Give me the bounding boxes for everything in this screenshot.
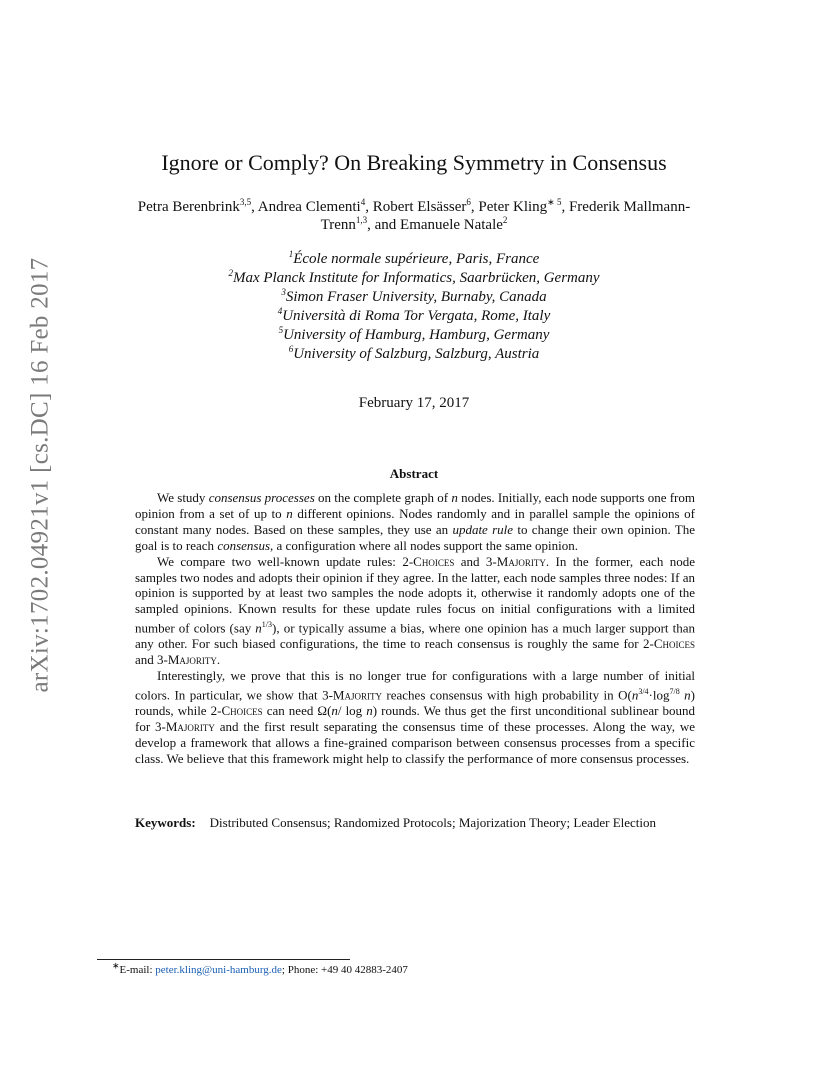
author-name: Andrea Clementi xyxy=(257,199,361,215)
paper-title: Ignore or Comply? On Breaking Symmetry in Consensus xyxy=(161,150,667,175)
publication-date: February 17, 2017 xyxy=(358,395,470,411)
math-exponent: 1/3 xyxy=(261,620,273,630)
author-list xyxy=(120,198,708,234)
email-link[interactable]: peter.kling@uni-hamburg.de xyxy=(155,964,282,976)
footnote-prefix: E-mail: xyxy=(119,964,156,976)
abstract-heading: Abstract xyxy=(389,466,439,481)
text-run: nodes. Initially, each node supports one from opinion from a set of up to xyxy=(135,490,695,521)
math-variable: n xyxy=(255,620,262,636)
affiliation-text: Simon Fraser University, Burnaby, Canada xyxy=(285,289,547,305)
author-affiliation-marker: 4 xyxy=(360,197,366,207)
affiliation xyxy=(0,288,828,307)
keywords-text: Distributed Consensus; Randomized Protocols; Majorization Theory; Leader Election xyxy=(209,815,657,830)
author-separator: , xyxy=(470,199,479,215)
author-affiliation-marker: ∗ 5 xyxy=(547,197,562,207)
footnote xyxy=(112,960,712,976)
author-name: Robert Elsässer xyxy=(372,199,467,215)
text-run: Interestingly, we prove that this is no longer true for configurations with a large number of initial colors. In particular, we show that 3- xyxy=(135,668,695,703)
text-run: ) rounds, while 2- xyxy=(135,687,696,719)
footnote-divider xyxy=(97,959,350,960)
affiliation xyxy=(0,269,828,288)
math-variable: n xyxy=(286,505,293,521)
abstract-paragraph-2 xyxy=(135,554,695,669)
text-run: , a configuration where all nodes support the same opinion. xyxy=(270,537,578,553)
affiliation-text: University of Salzburg, Salzburg, Austria xyxy=(293,346,540,362)
author-separator: , xyxy=(251,199,258,215)
affiliation-text: University of Hamburg, Hamburg, Germany xyxy=(283,327,550,343)
emphasis-term: consensus processes xyxy=(208,490,315,505)
author-name: Petra Berenbrink xyxy=(137,199,240,215)
text-run: to change their own opinion. The goal is to reach xyxy=(135,521,695,553)
text-run: We study xyxy=(157,490,209,505)
math-exponent: 3/4 xyxy=(638,687,649,697)
math-exponent: 7/8 xyxy=(669,687,680,697)
affiliation xyxy=(0,307,828,326)
author-separator: , xyxy=(365,199,373,215)
text-run: on the complete graph of xyxy=(314,490,452,505)
abstract-paragraph-1 xyxy=(135,490,695,554)
affiliation-text: École normale supérieure, Paris, France xyxy=(293,251,540,267)
keywords-label: Keywords: xyxy=(135,815,196,830)
text-run: We compare two well-known update rules: 2- xyxy=(157,553,414,569)
math-function: ·log xyxy=(648,687,670,703)
math-variable: n xyxy=(631,687,639,703)
text-run: . xyxy=(216,652,221,668)
author-name: Emanuele Natale xyxy=(400,217,503,233)
rule-name: Majority xyxy=(167,652,217,668)
emphasis-term: update rule xyxy=(452,521,514,537)
rule-name: Majority xyxy=(165,719,215,735)
math-variable: n xyxy=(451,490,458,505)
author-separator: , and xyxy=(367,217,401,233)
author-separator: , xyxy=(561,199,569,215)
author-affiliation-marker: 2 xyxy=(502,215,508,225)
affiliation-number: 5 xyxy=(278,325,284,335)
abstract-body xyxy=(135,490,695,767)
text-run: and 3- xyxy=(135,652,168,668)
footnote-phone: ; Phone: +49 40 42883-2407 xyxy=(281,964,408,976)
affiliation-text: Università di Roma Tor Vergata, Rome, Italy xyxy=(282,308,551,324)
affiliation-text: Max Planck Institute for Informatics, Saarbrücken, Germany xyxy=(232,270,600,286)
author-affiliation-marker: 6 xyxy=(466,197,471,207)
text-run: different opinions. Nodes randomly and in parallel sample the opinions of constant many nodes. Based on these samples, they use an xyxy=(135,505,695,537)
text-run: can need Ω( xyxy=(262,703,332,719)
rule-name: Choices xyxy=(413,553,455,569)
affiliation xyxy=(0,250,828,269)
author-name: Frederik Mallmann-Trenn xyxy=(320,199,691,233)
keywords-block xyxy=(135,815,695,831)
affiliation xyxy=(0,345,828,364)
affiliation-number: 3 xyxy=(281,287,286,297)
text-run: reaches consensus with high probability in O( xyxy=(381,687,632,703)
math-variable: n xyxy=(366,703,373,719)
text-run: ) rounds. We thus get the first unconditional sublinear bound for 3- xyxy=(135,703,695,735)
author-name: Peter Kling xyxy=(478,199,548,215)
math-variable: n xyxy=(331,703,338,719)
emphasis-term: consensus xyxy=(217,537,271,553)
affiliation-number: 4 xyxy=(277,306,283,316)
abstract-paragraph-3 xyxy=(135,668,695,767)
text-run: and the first result separating the consensus time of these processes. Along the way, we develop a framework that allows a fine-grained comparison between consensus processes from a specific class. We believe that this framework might help to classify the performance of more consensus processes. xyxy=(135,719,695,767)
affiliation-number: 6 xyxy=(288,344,294,354)
affiliation xyxy=(0,326,828,345)
text-run: . In the former, each node samples two nodes and adopts their opinion if they agree. In the latter, each node samples three nodes: If an opinion is supported by at least two samples the node adopts it, otherwise it randomly adopts one of the sampled opinions. Known results for these update rules focus on initial configurations with a limited number of colors (say xyxy=(135,553,695,636)
affiliation-number: 1 xyxy=(288,249,294,259)
author-affiliation-marker: 1,3 xyxy=(355,215,368,225)
author-affiliation-marker: 3,5 xyxy=(239,197,252,207)
text-run: and 3- xyxy=(454,553,497,569)
rule-name: Choices xyxy=(653,636,695,652)
rule-name: Majority xyxy=(496,553,546,569)
math-function: / log xyxy=(337,703,367,719)
rule-name: Choices xyxy=(221,703,263,719)
math-variable: n xyxy=(679,687,691,703)
arxiv-identifier: arXiv:1702.04921v1 [cs.DC] 16 Feb 2017 xyxy=(26,257,54,693)
text-run: ), or typically assume a bias, where one opinion has a much larger support than any other. For such biased configurations, the time to reach consensus is roughly the same for 2- xyxy=(135,620,695,652)
footnote-mark: ∗ xyxy=(112,960,120,971)
affiliation-list xyxy=(0,250,828,364)
rule-name: Majority xyxy=(332,687,382,703)
affiliation-number: 2 xyxy=(228,268,233,278)
